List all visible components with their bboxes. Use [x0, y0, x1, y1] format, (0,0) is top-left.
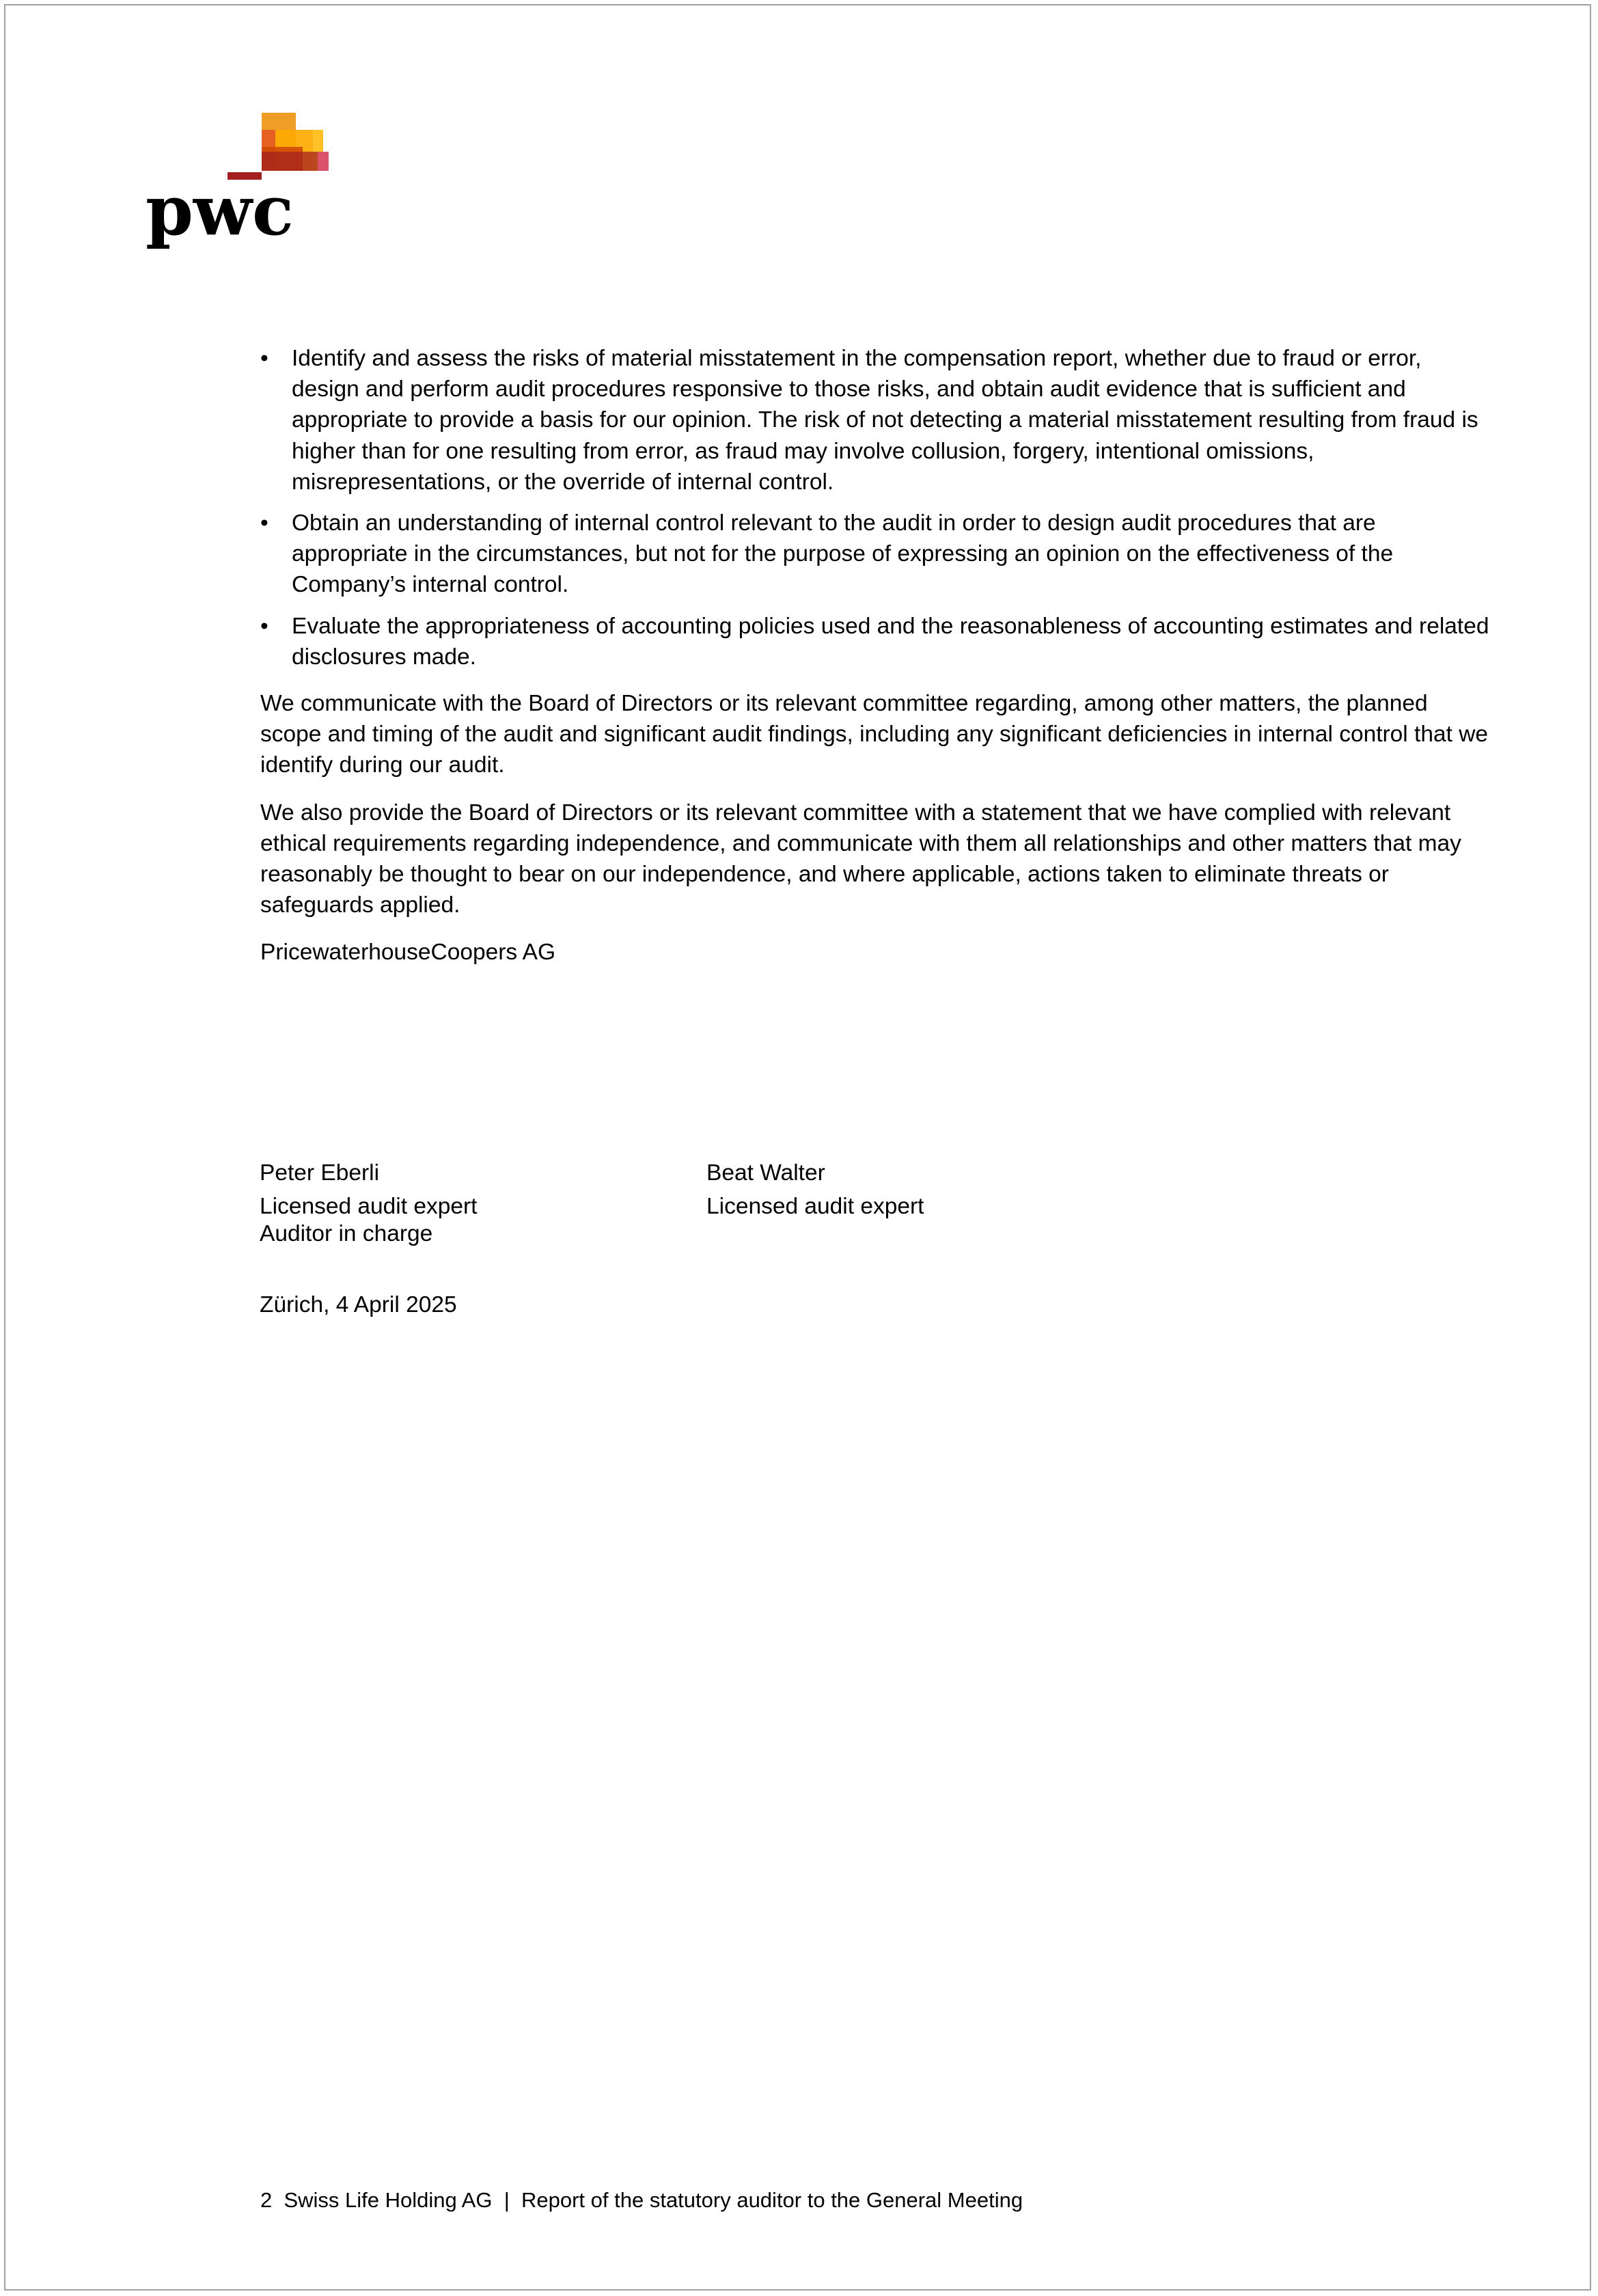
place-date: Zürich, 4 April 2025 — [260, 1292, 457, 1317]
signatory-left — [260, 1160, 670, 1248]
bullet-item — [260, 343, 1493, 497]
firm-name: PricewaterhouseCoopers AG — [260, 940, 555, 966]
signatory-title: Licensed audit expert — [706, 1194, 924, 1219]
pwc-logo — [146, 109, 330, 256]
footer-separator: | — [504, 2188, 510, 2212]
bullet-item — [260, 508, 1493, 601]
logo-block-darkred — [262, 152, 327, 171]
bullet-text: Obtain an understanding of internal control relevant to the audit in order to design audit procedures that are appropriate in the circumstances, but not for the purpose of expressing an opinion on the effectiveness of the Company’s internal control. — [292, 510, 1394, 598]
bullet-list — [260, 343, 1493, 672]
signatory-right — [706, 1160, 1116, 1220]
logo-wordmark: pwc — [146, 170, 294, 251]
paragraph-independence: We also provide the Board of Directors or its relevant committee with a statement that we have complied with relevant ethical requirements regarding independence, and communicate with them all relationships and other matters that may reasonably be thought to bear on our independence, and where applicable, actions taken to eliminate threats or safeguards applied. — [260, 800, 1461, 918]
bullet-symbol: • — [260, 510, 268, 536]
bullet-text: Evaluate the appropriateness of accounting policies used and the reasonableness of accounting estimates and related disclosures made. — [292, 613, 1489, 670]
report-body — [260, 343, 1493, 985]
signatory-title: Licensed audit expert — [260, 1194, 478, 1219]
signatory-role: Auditor in charge — [260, 1221, 433, 1246]
bullet-symbol: • — [260, 346, 268, 371]
page-number: 2 — [260, 2188, 273, 2212]
signatory-name: Beat Walter — [706, 1160, 825, 1186]
page-footer — [260, 2187, 1023, 2214]
bullet-item — [260, 611, 1493, 672]
footer-report-title: Report of the statutory auditor to the General Meeting — [521, 2188, 1023, 2212]
logo-block-rose — [318, 152, 329, 171]
footer-company: Swiss Life Holding AG — [284, 2188, 493, 2212]
bullet-text: Identify and assess the risks of material misstatement in the compensation report, whether due to fraud or error, design and perform audit procedures responsive to those risks, and obtain audit evidence that is sufficient and appropriate to provide a basis for our opinion. The risk of not detecting a material misstatement resulting from fraud is higher than for one resulting from error, as fraud may involve collusion, forgery, intentional omissions, misrepresentations, or the override of internal control. — [292, 346, 1478, 495]
bullet-symbol: • — [260, 613, 268, 639]
signatory-name: Peter Eberli — [260, 1160, 380, 1186]
paragraph-communication: We communicate with the Board of Directors or its relevant committee regarding, among other matters, the planned scope and timing of the audit and significant audit findings, including any significant deficiencies in internal control that we identify during our audit. — [260, 691, 1489, 778]
